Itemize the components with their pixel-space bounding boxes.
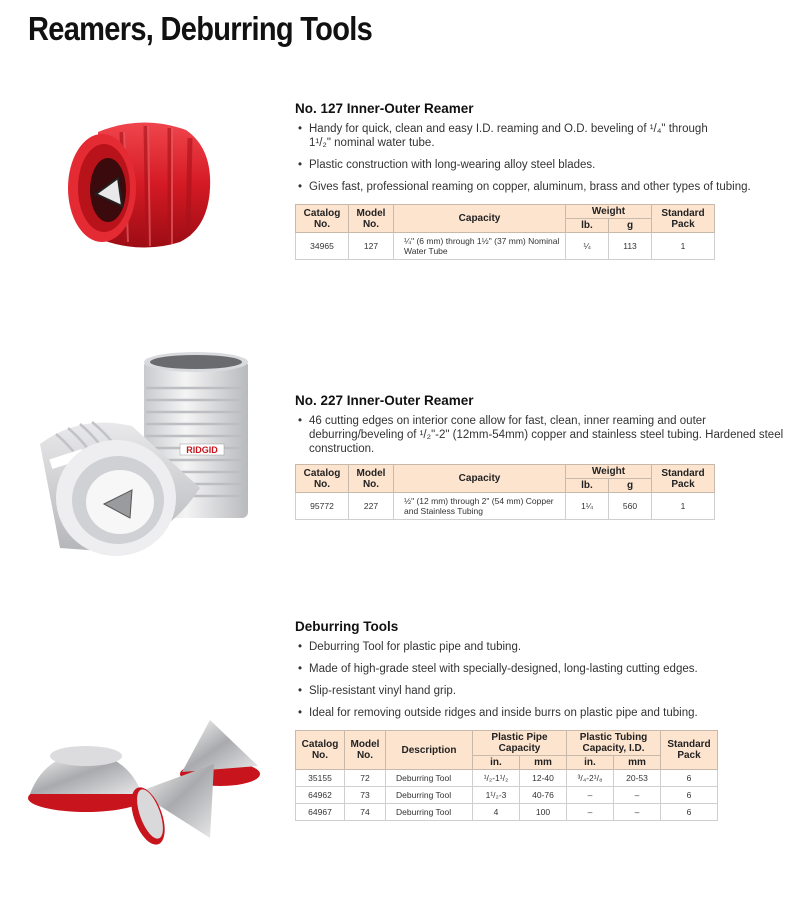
col-description: Description — [386, 731, 473, 770]
col-pipe-capacity: Plastic Pipe Capacity — [473, 731, 567, 756]
col-model: Model No. — [345, 731, 386, 770]
reamer-127-heading: No. 127 Inner-Outer Reamer — [295, 101, 474, 116]
reamer-127-illustration — [62, 118, 224, 250]
reamer-127-bullets — [295, 122, 785, 194]
list-item: • 46 cutting edges on interior cone allow for fast, clean, inner reaming and outer deburring/beveling of ¹/₂"-2" (12mm-54mm) copper and stainless steel tubing. Hardened steel construction. — [309, 414, 793, 456]
col-pipe-mm: mm — [520, 756, 567, 770]
deburring-bullets — [295, 640, 785, 720]
reamer-227-illustration — [20, 348, 260, 568]
deburring-tools-illustration — [24, 716, 262, 846]
list-item: • Plastic construction with long-wearing alloy steel blades. — [309, 158, 785, 172]
col-pack: Standard Pack — [652, 205, 715, 233]
list-item: • Handy for quick, clean and easy I.D. reaming and O.D. beveling of ¹/₄" through 1¹/₂" nominal water tube. — [309, 122, 709, 150]
col-pack: Standard Pack — [661, 731, 718, 770]
col-tubing-capacity: Plastic Tubing Capacity, I.D. — [567, 731, 661, 756]
col-pack: Standard Pack — [652, 465, 715, 493]
list-item: • Gives fast, professional reaming on copper, aluminum, brass and other types of tubing. — [309, 180, 785, 194]
col-catalog: Catalog No. — [296, 731, 345, 770]
col-capacity: Capacity — [394, 465, 566, 493]
col-g: g — [609, 479, 652, 493]
col-lb: lb. — [566, 479, 609, 493]
col-weight: Weight — [566, 205, 652, 219]
list-item: • Made of high-grade steel with specially-designed, long-lasting cutting edges. — [309, 662, 785, 676]
page-title: Reamers, Deburring Tools — [28, 10, 373, 47]
col-model: Model No. — [349, 465, 394, 493]
reamer-227-bullets — [295, 414, 793, 456]
col-g: g — [609, 219, 652, 233]
col-catalog: Catalog No. — [296, 465, 349, 493]
table-row: 64967 74 Deburring Tool 4 100 – – 6 — [296, 804, 718, 821]
table-row: 35155 72 Deburring Tool ¹/₂-1¹/₂ 12-40 ³/₄-2¹/₈ 20-53 6 — [296, 770, 718, 787]
list-item: • Deburring Tool for plastic pipe and tubing. — [309, 640, 785, 654]
reamer-127-section — [295, 101, 785, 260]
col-tube-mm: mm — [614, 756, 661, 770]
reamer-127-table — [295, 204, 715, 260]
ridgid-logo: RIDGID — [186, 445, 218, 455]
col-tube-in: in. — [567, 756, 614, 770]
list-item: • Ideal for removing outside ridges and inside burrs on plastic pipe and tubing. — [309, 706, 785, 720]
list-item: • Slip-resistant vinyl hand grip. — [309, 684, 785, 698]
col-capacity: Capacity — [394, 205, 566, 233]
col-weight: Weight — [566, 465, 652, 479]
table-row: 34965 127 ¼" (6 mm) through 1½" (37 mm) Nominal Water Tube ¼ 113 1 — [296, 233, 715, 260]
reamer-227-section — [295, 393, 793, 520]
table-row: 95772 227 ½" (12 mm) through 2" (54 mm) Copper and Stainless Tubing 1¼ 560 1 — [296, 493, 715, 520]
deburring-heading: Deburring Tools — [295, 619, 399, 634]
col-catalog: Catalog No. — [296, 205, 349, 233]
col-lb: lb. — [566, 219, 609, 233]
col-model: Model No. — [349, 205, 394, 233]
reamer-227-table — [295, 464, 715, 520]
col-pipe-in: in. — [473, 756, 520, 770]
table-row: 64962 73 Deburring Tool 1¹/₂-3 40-76 – – 6 — [296, 787, 718, 804]
deburring-table — [295, 730, 718, 821]
deburring-section — [295, 619, 785, 821]
reamer-227-heading: No. 227 Inner-Outer Reamer — [295, 393, 474, 408]
